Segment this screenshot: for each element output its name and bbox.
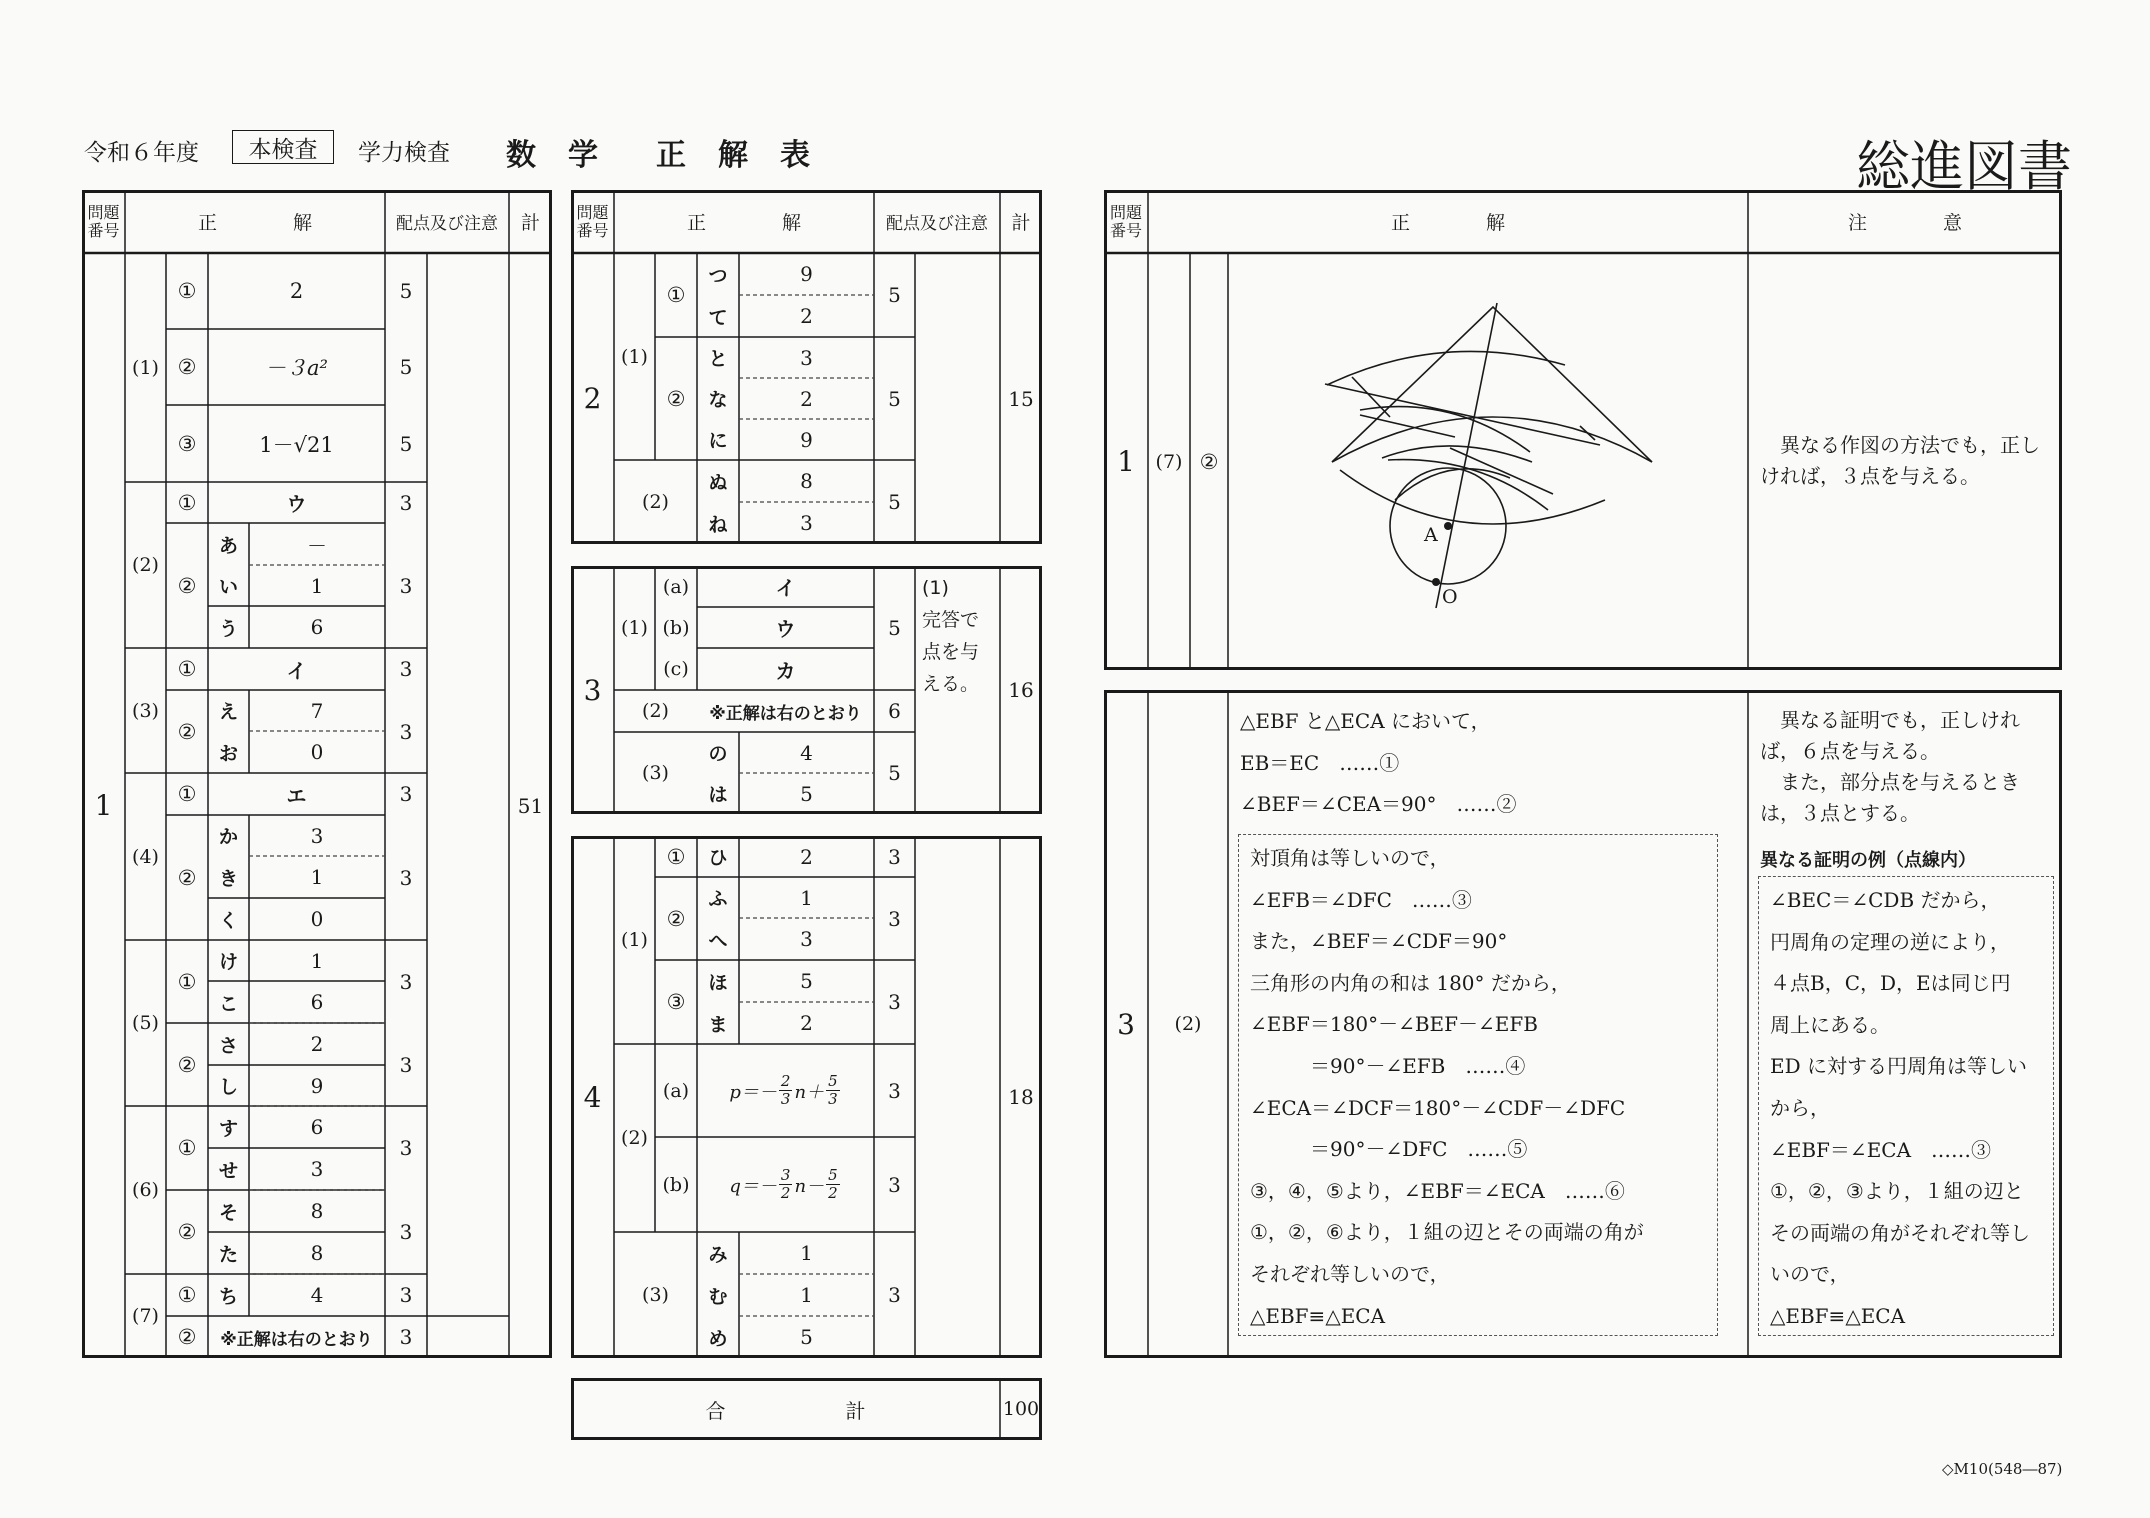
q1-p1-a1: 2 bbox=[289, 279, 304, 303]
circle-1: ① bbox=[177, 1283, 197, 1307]
ans-ka: 3 bbox=[310, 823, 324, 848]
kana-o: お bbox=[218, 742, 238, 765]
ans-ha: 5 bbox=[800, 781, 813, 806]
header-title: 正解表 bbox=[656, 138, 842, 173]
q2-p1-label: (1) bbox=[621, 345, 648, 368]
ans-ne: 3 bbox=[800, 511, 813, 535]
q2-number: 2 bbox=[583, 382, 602, 415]
col-answer-r: 正 解 bbox=[1390, 212, 1505, 234]
ans-na: 2 bbox=[800, 386, 813, 411]
circle-1: ① bbox=[177, 1136, 197, 1160]
kana-ki: き bbox=[218, 867, 238, 890]
circle-2: ② bbox=[177, 1220, 197, 1244]
r1-note: 異なる作図の方法でも，正し ければ，３点を与える。 bbox=[1760, 433, 2040, 488]
q1-p4-label: (4) bbox=[132, 845, 159, 868]
kana-nu: ぬ bbox=[708, 471, 728, 494]
pts: 3 bbox=[399, 719, 413, 744]
ans-no: 4 bbox=[800, 740, 813, 765]
col-total-b: 計 bbox=[1011, 212, 1031, 234]
q3-p2-answer: ※正解は右のとおり bbox=[709, 703, 862, 724]
q3-p2-label: (2) bbox=[642, 700, 669, 722]
r3-proof-top: △EBF と△ECA において， EB＝EC ……① ∠BEF＝∠CEA＝90° ……② bbox=[1240, 709, 1517, 817]
circle-2: ② bbox=[177, 573, 197, 598]
circle-3: ③ bbox=[177, 431, 197, 456]
ans-to: 3 bbox=[800, 345, 813, 370]
ans-hi: 2 bbox=[800, 844, 813, 869]
header-subject: 数学 bbox=[506, 138, 630, 173]
col-points-b: 配点及び注意 bbox=[886, 214, 988, 234]
kana-ha: は bbox=[708, 784, 728, 806]
pts: 3 bbox=[888, 906, 901, 931]
col-number-r: 問題番号 bbox=[1109, 202, 1142, 240]
ans-so: 8 bbox=[310, 1199, 324, 1223]
q3-p1-label: (1) bbox=[621, 617, 648, 639]
ans-ni: 9 bbox=[800, 427, 813, 452]
mark-c: (c) bbox=[663, 658, 689, 680]
q3-p1-a: イ bbox=[775, 576, 796, 600]
kana-na: な bbox=[708, 389, 728, 411]
pts: 3 bbox=[399, 490, 413, 515]
ans-shi: 9 bbox=[310, 1073, 324, 1098]
pts: 3 bbox=[888, 990, 901, 1014]
kana-te: て bbox=[708, 306, 728, 329]
kana-he: へ bbox=[708, 929, 728, 952]
kana-ta: た bbox=[218, 1243, 238, 1266]
pts: 5 bbox=[399, 431, 413, 456]
kana-so: そ bbox=[218, 1201, 238, 1224]
q1-p1-a2: －３a² bbox=[265, 356, 328, 380]
ans-mi: 1 bbox=[800, 1241, 813, 1265]
pts: 5 bbox=[888, 386, 901, 411]
r3-part: (2) bbox=[1174, 1013, 1202, 1035]
pts: 5 bbox=[888, 283, 901, 307]
kana-se: せ bbox=[218, 1159, 238, 1182]
pts: 3 bbox=[399, 865, 413, 890]
q1-p5-label: (5) bbox=[132, 1012, 159, 1034]
pts: 3 bbox=[399, 969, 413, 994]
publisher-logo: 総進図書 bbox=[1856, 135, 2072, 198]
q1-p3-label: (3) bbox=[132, 699, 159, 722]
q3-p3-label: (3) bbox=[642, 762, 669, 784]
circle-2: ② bbox=[666, 906, 686, 931]
ans-su: 6 bbox=[310, 1115, 324, 1139]
ans-ho: 5 bbox=[800, 969, 813, 993]
q1-p1-a3: 1－√21 bbox=[259, 432, 334, 457]
pts: 3 bbox=[888, 1078, 901, 1103]
col-note-r: 注 意 bbox=[1847, 212, 1962, 234]
q1-p2-label: (2) bbox=[132, 554, 159, 576]
circle-2: ② bbox=[177, 719, 197, 744]
circle-1: ① bbox=[177, 279, 197, 303]
q1-total: 51 bbox=[517, 793, 544, 818]
pts: 5 bbox=[399, 355, 413, 379]
pts: 3 bbox=[399, 1052, 413, 1077]
r3-example-text: ∠BEC＝∠CDB だから， 円周角の定理の逆により， ４点B，C，D，Eは同じ円 周上にある。 ED に対する円周角は等しい から， ∠EBF＝∠ECA ……③ ①，②，③より，１組の辺と その両端の角がそれぞれ等し いので， △EBF≡△ECA bbox=[1770, 888, 2030, 1328]
total-label: 合 計 bbox=[705, 1398, 866, 1423]
q1-p7-a2: ※正解は右のとおり bbox=[220, 1329, 373, 1350]
mark-a: (a) bbox=[662, 1079, 690, 1102]
ans-nu: 8 bbox=[800, 469, 813, 493]
q1-p2-a1: ウ bbox=[286, 492, 307, 516]
pts: 3 bbox=[399, 1325, 413, 1349]
q1-p1-label: (1) bbox=[132, 356, 159, 379]
pts: 6 bbox=[888, 699, 901, 723]
q1-p4-a1: エ bbox=[286, 783, 307, 808]
q1-p7-label: (7) bbox=[132, 1305, 159, 1327]
point-a-label: A bbox=[1424, 524, 1438, 546]
kana-ka: か bbox=[218, 826, 238, 848]
kana-tsu: つ bbox=[708, 264, 728, 287]
q2-p2-label: (2) bbox=[642, 491, 669, 513]
ans-se: 3 bbox=[310, 1157, 324, 1181]
q1-number: 1 bbox=[94, 789, 113, 822]
q1-p6-label: (6) bbox=[132, 1179, 159, 1201]
ans-e: 7 bbox=[310, 698, 324, 723]
kana-ko: こ bbox=[218, 992, 238, 1015]
ans-fu: 1 bbox=[800, 885, 813, 910]
q4-p1-label: (1) bbox=[621, 929, 648, 951]
ans-a: － bbox=[307, 533, 327, 558]
pts: 3 bbox=[399, 1220, 413, 1244]
pts: 3 bbox=[888, 844, 901, 869]
ans-ki: 1 bbox=[310, 865, 324, 889]
q3-total: 16 bbox=[1008, 678, 1034, 702]
q1-p3-a1: イ bbox=[286, 658, 307, 683]
kana-shi: し bbox=[218, 1076, 238, 1098]
circle-3: ③ bbox=[666, 990, 686, 1014]
kana-mu: む bbox=[708, 1285, 728, 1308]
exam-type-box: 本検査 bbox=[232, 130, 334, 164]
kana-ni: に bbox=[708, 430, 728, 452]
r3-proof-box-text: 対頂角は等しいので， ∠EFB＝∠DFC ……③ また，∠BEF＝∠CDF＝90° 三角形の内角の和は 180° だから， ∠EBF＝180°－∠BEF－∠EFB ＝90°－∠EFB ……④ ∠ECA＝∠DCF＝180°－∠CDF－∠DFC ＝90°－∠DFC ……⑤ ③，④，⑤より，∠EBF＝∠ECA ……⑥ ①，②，⑥より，１組の辺とその両端の角が それぞれ等しいので， △EBF≡△ECA bbox=[1250, 846, 1644, 1328]
col-answer-a: 正 解 bbox=[197, 212, 312, 234]
circle-1: ① bbox=[177, 969, 197, 994]
col-number-a: 問題番号 bbox=[87, 202, 120, 240]
pts: 5 bbox=[399, 279, 413, 303]
kana-sa: さ bbox=[218, 1034, 238, 1057]
r3-note-top: 異なる証明でも，正しけれ ば，６点を与える。 また，部分点を与えるとき は，３点とする。 bbox=[1760, 708, 2020, 825]
kana-fu: ふ bbox=[708, 888, 728, 910]
ans-ku: 0 bbox=[310, 907, 324, 931]
circle-1: ① bbox=[177, 490, 197, 515]
pts: 5 bbox=[888, 490, 901, 514]
kana-me: め bbox=[708, 1327, 728, 1350]
col-answer-b: 正 解 bbox=[686, 212, 801, 234]
pts: 5 bbox=[888, 761, 901, 785]
kana-su: す bbox=[218, 1117, 238, 1140]
kana-ne: ね bbox=[708, 513, 728, 536]
pts: 3 bbox=[399, 573, 413, 598]
pts: 3 bbox=[888, 1172, 901, 1197]
kana-u: う bbox=[218, 617, 238, 640]
kana-mi: み bbox=[708, 1243, 728, 1266]
kana-chi: ち bbox=[218, 1285, 238, 1308]
ans-chi: 4 bbox=[310, 1283, 324, 1307]
circle-2: ② bbox=[177, 865, 197, 890]
kana-ma: ま bbox=[708, 1013, 728, 1036]
ans-ma: 2 bbox=[800, 1011, 813, 1035]
kana-ku: く bbox=[218, 909, 238, 932]
q2-total: 15 bbox=[1008, 386, 1034, 411]
kana-hi: ひ bbox=[708, 847, 728, 869]
kana-no: の bbox=[708, 743, 728, 765]
circle-1: ① bbox=[666, 844, 686, 869]
r1-number: 1 bbox=[1117, 445, 1135, 478]
ans-mu: 1 bbox=[800, 1283, 813, 1307]
kana-ho: ほ bbox=[708, 971, 728, 994]
circle-2: ② bbox=[177, 355, 197, 379]
ans-i: 1 bbox=[310, 573, 324, 598]
circle-2: ② bbox=[177, 1052, 197, 1077]
col-number-b: 問題番号 bbox=[576, 202, 609, 240]
ans-te: 2 bbox=[800, 304, 813, 328]
point-o-label: O bbox=[1442, 586, 1458, 608]
kana-to: と bbox=[708, 348, 728, 370]
pts: 3 bbox=[399, 1136, 413, 1160]
r1-part: (7) bbox=[1155, 450, 1183, 473]
kana-a: あ bbox=[218, 534, 238, 557]
pts: 5 bbox=[888, 616, 901, 640]
q4-total: 18 bbox=[1008, 1085, 1034, 1109]
kana-ke: け bbox=[218, 951, 238, 973]
q3-note: (1) 完答で 点を与 える。 bbox=[922, 577, 980, 695]
circle-1: ① bbox=[177, 782, 197, 806]
footer-code: ◇M10(548―87) bbox=[1942, 1460, 2063, 1478]
circle-2: ② bbox=[177, 1325, 197, 1349]
mark-a: (a) bbox=[662, 575, 690, 598]
ans-he: 3 bbox=[800, 927, 813, 951]
mark-b: (b) bbox=[662, 1173, 690, 1196]
circle-1: ① bbox=[177, 657, 197, 681]
ans-ke: 1 bbox=[310, 948, 324, 973]
ans-sa: 2 bbox=[310, 1032, 324, 1056]
r3-number: 3 bbox=[1117, 1007, 1135, 1041]
kana-i: い bbox=[218, 576, 238, 598]
ans-me: 5 bbox=[800, 1325, 813, 1349]
pts: 3 bbox=[399, 1283, 413, 1307]
mark-b: (b) bbox=[662, 616, 690, 639]
total-value: 100 bbox=[1002, 1398, 1040, 1420]
ans-ta: 8 bbox=[310, 1241, 324, 1265]
q3-p1-c: カ bbox=[775, 658, 796, 683]
pts: 3 bbox=[399, 657, 413, 681]
r3-example-title: 異なる証明の例（点線内） bbox=[1760, 850, 1976, 871]
col-points-a: 配点及び注意 bbox=[396, 214, 498, 234]
col-total-a: 計 bbox=[520, 212, 540, 234]
kana-e: え bbox=[218, 701, 238, 723]
q4-number: 4 bbox=[583, 1080, 602, 1114]
pts: 3 bbox=[888, 1283, 901, 1307]
header-exam-name: 学力検査 bbox=[358, 140, 450, 166]
q4-p3-label: (3) bbox=[642, 1284, 669, 1306]
ans-o: 0 bbox=[310, 740, 324, 764]
q4-p2-label: (2) bbox=[621, 1127, 648, 1149]
pts: 3 bbox=[399, 782, 413, 806]
q4-p2-a-equation: p＝－ $\frac{2}{3}$ n＋ $\frac{5}{3}$ bbox=[729, 1072, 838, 1108]
ans-tsu: 9 bbox=[800, 262, 813, 286]
ans-u: 6 bbox=[310, 615, 324, 639]
ans-ko: 6 bbox=[310, 990, 324, 1014]
q4-p2-b-equation: q＝－ $\frac{3}{2}$ n－ $\frac{5}{2}$ bbox=[729, 1166, 838, 1202]
circle-1: ① bbox=[666, 283, 686, 307]
circle-2: ② bbox=[666, 386, 686, 411]
header-era: 令和６年度 bbox=[84, 140, 199, 166]
q3-number: 3 bbox=[583, 673, 602, 707]
q3-p1-b: ウ bbox=[775, 617, 796, 641]
r1-sub: ② bbox=[1199, 449, 1219, 474]
